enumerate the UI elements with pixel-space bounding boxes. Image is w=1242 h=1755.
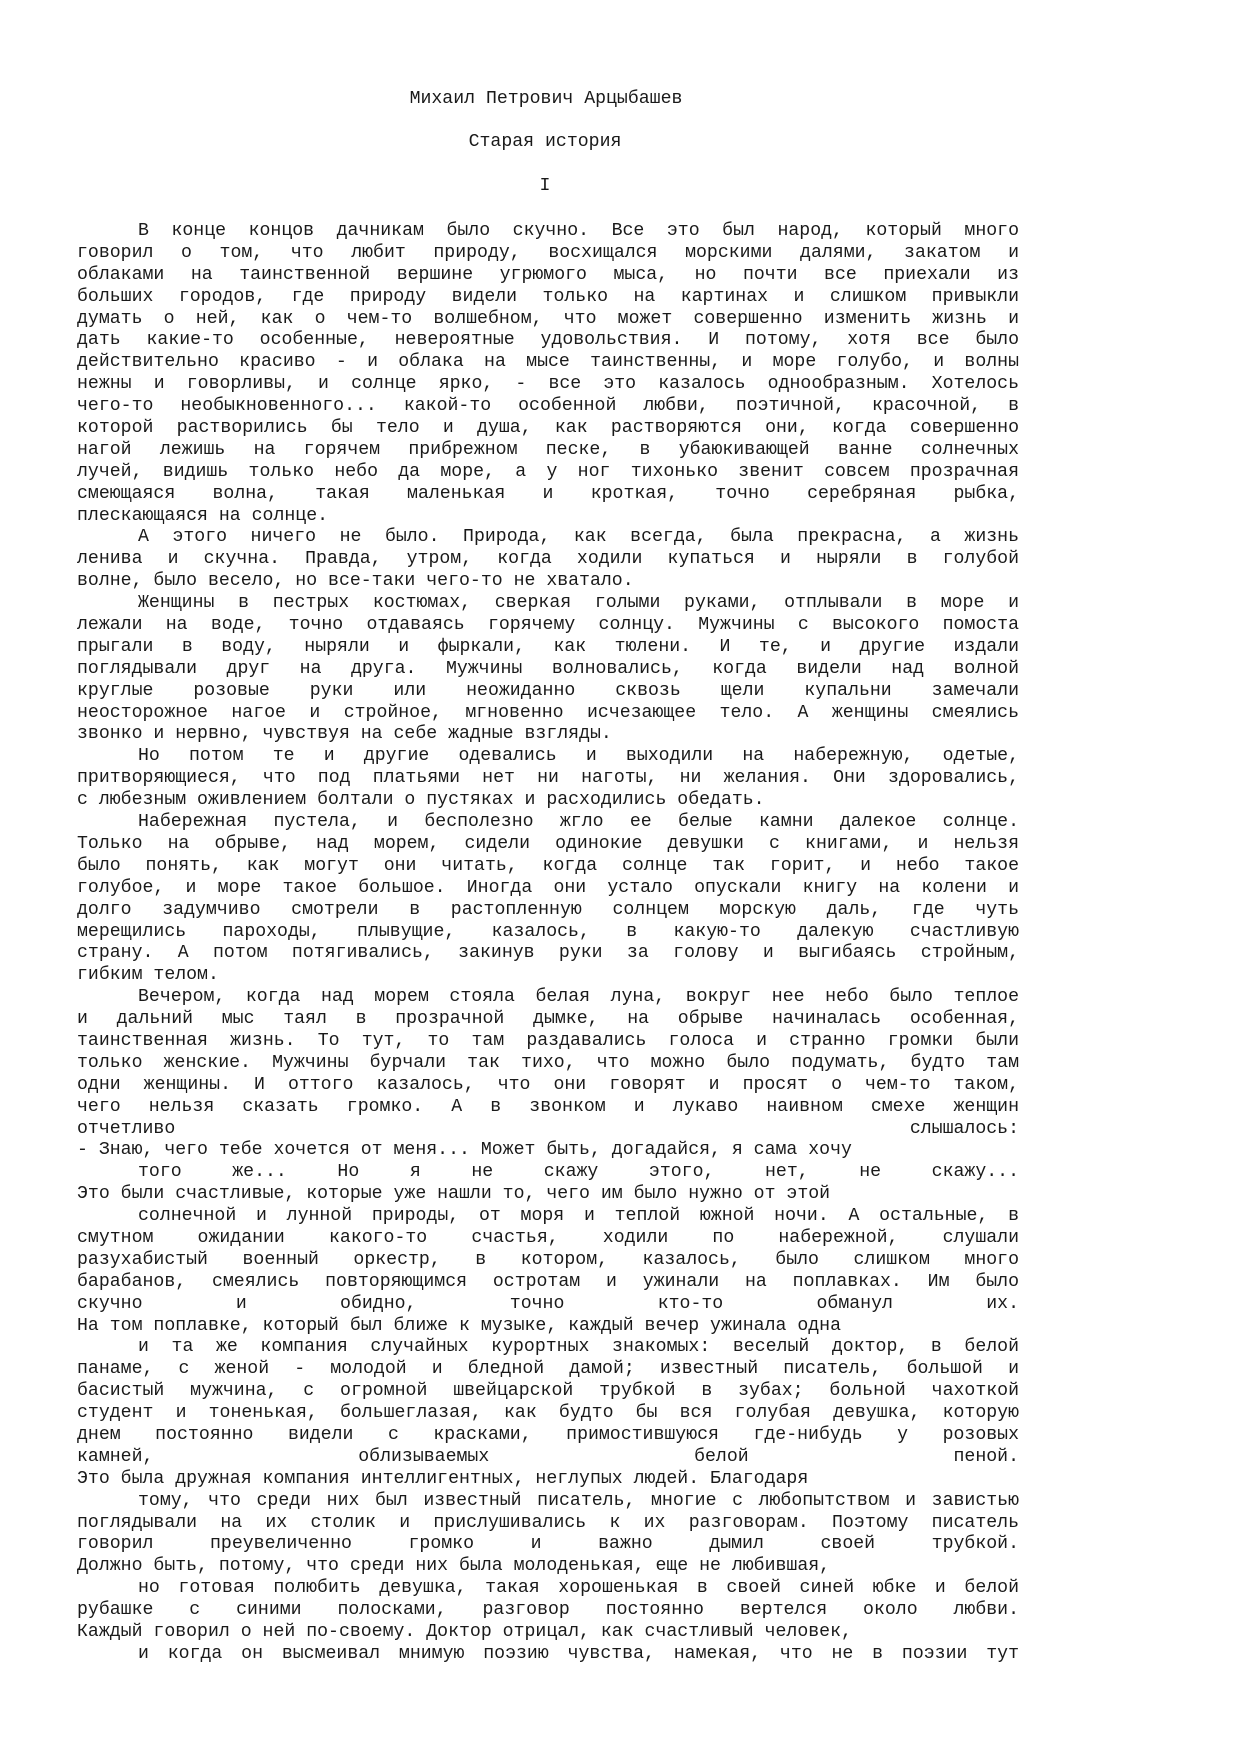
text-line: звонко и нервно, чувствуя на себе жадные взгляды.: [77, 724, 612, 745]
text-line: больших городов, где природу видели только на картинах и слишком привыкли: [77, 286, 1019, 307]
text-line: нагой лежишь на горячем прибрежном песке, в убаюкивающей ванне солнечных: [77, 439, 1019, 460]
text-line: только женские. Мужчины бурчали так тихо, что можно было подумать, будто там: [77, 1052, 1019, 1073]
text-line: лежали на воде, точно отдаваясь горячему солнцу. Мужчины с высокого помоста: [77, 615, 1019, 636]
text-line: Но потом те и другие одевались и выходили на набережную, одетые,: [138, 746, 1019, 767]
text-line: прыгали в воду, ныряли и фыркали, как тюлени. И те, и другие издали: [77, 636, 1019, 657]
text-line: одни женщины. И оттого казалось, что они говорят и просят о чем-то таком,: [77, 1074, 1019, 1095]
chapter-number: I: [539, 176, 551, 196]
text-line: панаме, с женой - молодой и бледной дамой; известный писатель, большой и: [77, 1359, 1019, 1380]
text-line: Каждый говорил о ней по-своему. Доктор отрицал, как счастливый человек,: [77, 1622, 852, 1642]
text-line: барабанов, смеялись повторяющимся остротам и ужинали на поплавках. Им было: [77, 1271, 1019, 1292]
text-line: Набережная пустела, и бесполезно жгло ее белые камни далекое солнце.: [138, 812, 1019, 833]
text-line: смеющаяся волна, такая маленькая и кроткая, точно серебряная рыбка,: [77, 483, 1019, 504]
text-line: днем постоянно видели с красками, примостившуюся где-нибудь у розовых: [77, 1424, 1019, 1445]
text-line: рубашке с синими полосками, разговор постоянно вертелся около любви.: [77, 1600, 1019, 1621]
text-line: - Знаю, чего тебе хочется от меня... Может быть, догадайся, я сама хочу: [77, 1140, 852, 1161]
text-line: Это были счастливые, которые уже нашли то, чего им было нужно от этой: [77, 1184, 831, 1205]
text-line: В конце концов дачникам было скучно. Все это был народ, который много: [138, 221, 1019, 241]
text-line: говорил преувеличенно громко и важно дымил своей трубкой.: [77, 1534, 1019, 1555]
text-line: лучей, видишь только небо да море, а у ног тихонько звенит совсем прозрачная: [77, 461, 1019, 482]
text-line: действительно красиво - и облака на мысе таинственны, и море голубо, и волны: [77, 352, 1019, 373]
text-line: голубое, и море такое большое. Иногда они устало опускали книгу на колени и: [77, 877, 1019, 898]
text-line: поглядывали на их столик и прислушивались к их разговорам. Поэтому писатель: [77, 1512, 1019, 1533]
text-line: было понять, как могут они читать, когда солнце так горит, и небо такое: [77, 855, 1019, 876]
text-line: круглые розовые руки или неожиданно сквозь щели купальни замечали: [77, 680, 1019, 701]
text-line: скучно и обидно, точно кто-то обманул их.: [77, 1293, 1019, 1314]
text-line: Женщины в пестрых костюмах, сверкая голыми руками, отплывали в море и: [138, 593, 1019, 614]
text-line: мерещились пароходы, плывущие, казалось, в какую-то далекую счастливую: [77, 921, 1019, 942]
text-line: Вечером, когда над морем стояла белая луна, вокруг нее небо было теплое: [138, 987, 1019, 1008]
text-line: но готовая полюбить девушка, такая хорошенькая в своей синей юбке и белой: [138, 1578, 1019, 1599]
text-line: чего нельзя сказать громко. А в звонком и лукаво наивном смехе женщин: [77, 1096, 1019, 1117]
text-line: плескающаяся на солнце.: [77, 505, 329, 526]
text-line: говорил о том, что любит природу, восхищался морскими далями, закатом и: [77, 242, 1019, 263]
text-line: неосторожное нагое и стройное, мгновенно исчезающее тело. А женщины смеялись: [77, 702, 1019, 723]
text-line: которой растворились бы тело и душа, как растворяются они, когда совершенно: [77, 418, 1019, 439]
author-name: Михаил Петрович Арцыбашев: [409, 89, 683, 109]
text-line: притворяющиеся, что под платьями нет ни наготы, ни желания. Они здоровались,: [77, 768, 1019, 789]
text-line: А этого ничего не было. Природа, как всегда, была прекрасна, а жизнь: [138, 527, 1019, 548]
text-line: того же... Но я не скажу этого, нет, не скажу...: [138, 1162, 1019, 1183]
text-line: отчетливо слышалось:: [77, 1118, 1019, 1139]
text-line: дать какие-то особенные, невероятные удовольствия. И потому, хотя все было: [77, 330, 1019, 351]
text-line: смутном ожидании какого-то счастья, ходили по набережной, слушали: [77, 1227, 1019, 1248]
text-line: облаками на таинственной вершине угрюмого мыса, но почти все приехали из: [77, 264, 1019, 285]
text-line: солнечной и лунной природы, от моря и теплой южной ночи. А остальные, в: [138, 1206, 1019, 1227]
text-line: поглядывали друг на друга. Мужчины волновались, когда видели над волной: [77, 658, 1019, 679]
text-line: чего-то необыкновенного... какой-то особенной любви, поэтичной, красочной, в: [77, 396, 1019, 417]
text-line: тому, что среди них был известный писатель, многие с любопытством и завистью: [138, 1490, 1019, 1511]
body-text: [77, 221, 1019, 1666]
text-line: Должно быть, потому, что среди них была молоденькая, еще не любившая,: [77, 1556, 831, 1577]
text-line: Только на обрыве, над морем, сидели одинокие девушки с книгами, и нельзя: [77, 833, 1019, 854]
text-line: Это была дружная компания интеллигентных, неглупых людей. Благодаря: [77, 1468, 809, 1489]
text-line: и та же компания случайных курортных знакомых: веселый доктор, в белой: [138, 1337, 1019, 1358]
text-line: камней, облизываемых белой пеной.: [77, 1446, 1019, 1467]
text-line: разухабистый военный оркестр, в котором, казалось, было слишком много: [77, 1249, 1019, 1270]
text-line: студент и тоненькая, большеглазая, как будто бы вся голубая девушка, которую: [77, 1403, 1019, 1424]
text-line: нежны и говорливы, и солнце ярко, - все это казалось однообразным. Хотелось: [77, 374, 1019, 395]
story-title: Старая история: [468, 132, 622, 152]
text-line: волне, было весело, но все-таки чего-то не хватало.: [77, 571, 634, 592]
text-line: и когда он высмеивал мнимую поэзию чувства, намекая, что не в поэзии тут: [138, 1643, 1019, 1664]
text-line: таинственная жизнь. То тут, то там раздавались голоса и странно громки были: [77, 1030, 1019, 1051]
text-line: с любезным оживлением болтали о пустяках и расходились обедать.: [77, 790, 765, 811]
text-line: гибким телом.: [77, 965, 219, 986]
text-line: долго задумчиво смотрели в растопленную солнцем морскую даль, где чуть: [77, 899, 1019, 920]
text-line: страну. А потом потягивались, закинув руки за голову и выгибаясь стройным,: [77, 943, 1019, 964]
text-line: басистый мужчина, с огромной швейцарской трубкой в зубах; больной чахоткой: [77, 1381, 1019, 1402]
text-line: и дальний мыс таял в прозрачной дымке, на обрыве начиналась особенная,: [77, 1009, 1019, 1030]
text-line: думать о ней, как о чем-то волшебном, что может совершенно изменить жизнь и: [77, 308, 1019, 329]
text-line: На том поплавке, который был ближе к музыке, каждый вечер ужинала одна: [77, 1315, 841, 1336]
text-line: ленива и скучна. Правда, утром, когда ходили купаться и ныряли в голубой: [77, 549, 1019, 570]
